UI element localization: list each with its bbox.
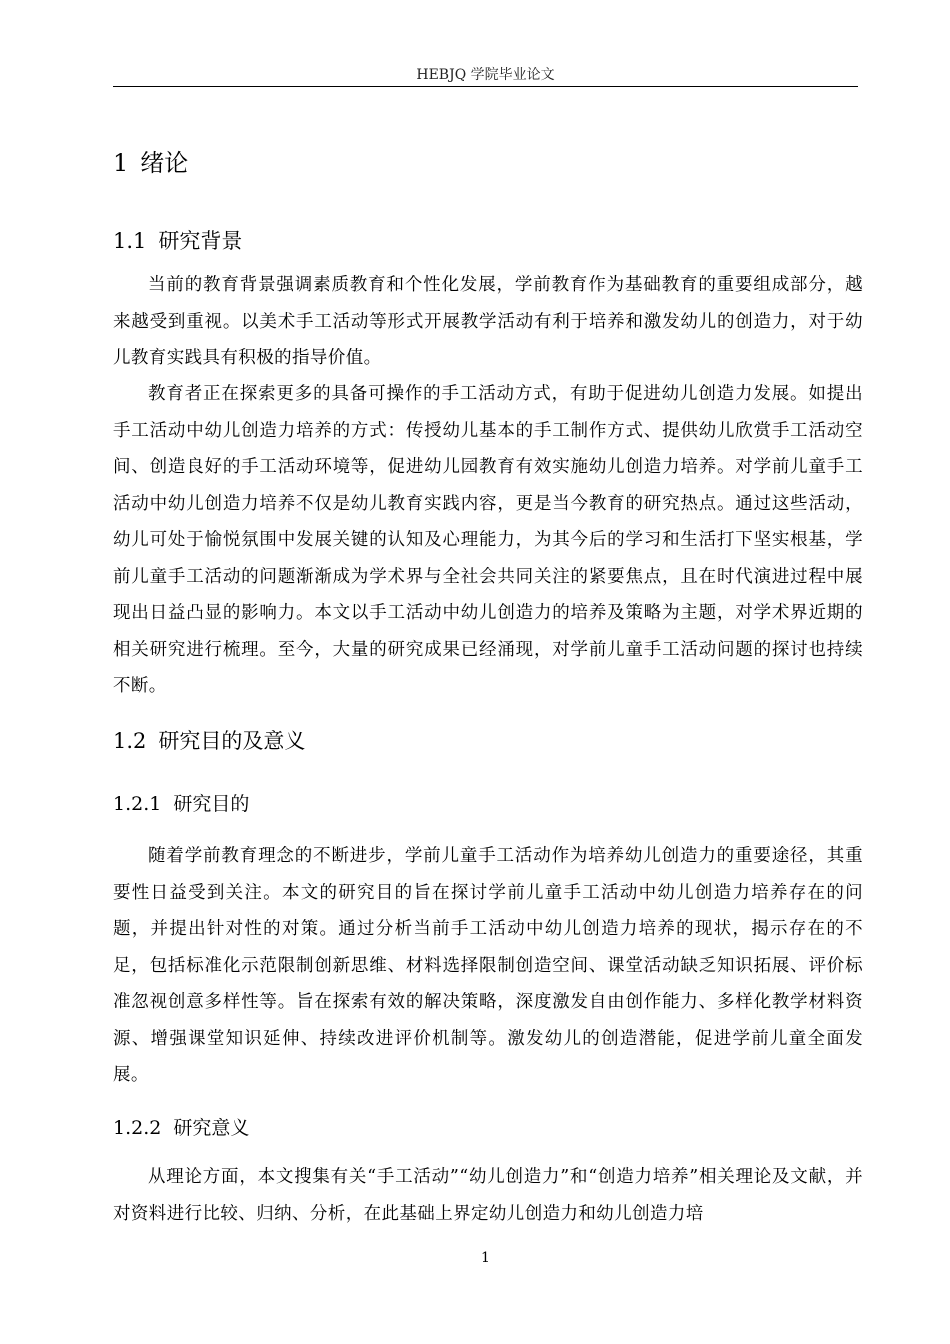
page-number: 1 <box>481 1250 490 1266</box>
chapter-number: 1 <box>113 149 129 177</box>
section-heading-1-1 <box>113 226 242 256</box>
section-title: 研究目的及意义 <box>158 729 306 753</box>
subsection-number: 1.2.2 <box>113 1117 162 1139</box>
chapter-title: 绪论 <box>140 149 189 177</box>
subsection-heading-1-2-1 <box>113 790 249 818</box>
section-number: 1.1 <box>113 229 147 253</box>
chapter-heading <box>113 146 188 180</box>
section-heading-1-2 <box>113 726 305 756</box>
subsection-title: 研究目的 <box>173 793 250 815</box>
running-header: HEBJQ 学院毕业论文 <box>416 67 555 83</box>
header-divider <box>113 86 858 87</box>
paragraph-significance: 从理论方面，本文搜集有关“手工活动”“幼儿创造力”和“创造力培养”相关理论及文献，并对资料进行比较、归纳、分析，在此基础上界定幼儿创造力和幼儿创造力培 <box>113 1167 863 1224</box>
subsection-title: 研究意义 <box>173 1117 250 1139</box>
paragraph-background-2: 教育者正在探索更多的具备可操作的手工活动方式，有助于促进幼儿创造力发展。如提出手工活动中幼儿创造力培养的方式：传授幼儿基本的手工制作方式、提供幼儿欣赏手工活动空间、创造良好的手工活动环境等，促进幼儿园教育有效实施幼儿创造力培养。对学前儿童手工活动中幼儿创造力培养不仅是幼儿教育实践内容，更是当今教育的研究热点。通过这些活动，幼儿可处于愉悦氛围中发展关键的认知及心理能力，为其今后的学习和生活打下坚实根基，学前儿童手工活动的问题渐渐成为学术界与全社会共同关注的紧要焦点，且在时代演进过程中展现出日益凸显的影响力。本文以手工活动中幼儿创造力的培养及策略为主题，对学术界近期的相关研究进行梳理。至今，大量的研究成果已经涌现，对学前儿童手工活动问题的探讨也持续不断。 <box>113 384 863 696</box>
paragraph-purpose: 随着学前教育理念的不断进步，学前儿童手工活动作为培养幼儿创造力的重要途径，其重要性日益受到关注。本文的研究目的旨在探讨学前儿童手工活动中幼儿创造力培养存在的问题，并提出针对性的对策。通过分析当前手工活动中幼儿创造力培养的现状，揭示存在的不足，包括标准化示范限制创新思维、材料选择限制创造空间、课堂活动缺乏知识拓展、评价标准忽视创意多样性等。旨在探索有效的解决策略，深度激发自由创作能力、多样化教学材料资源、增强课堂知识延伸、持续改进评价机制等。激发幼儿的创造潜能，促进学前儿童全面发展。 <box>113 846 863 1085</box>
section-title: 研究背景 <box>158 229 243 253</box>
subsection-heading-1-2-2 <box>113 1114 249 1142</box>
paragraph-background-1: 当前的教育背景强调素质教育和个性化发展，学前教育作为基础教育的重要组成部分，越来越受到重视。以美术手工活动等形式开展教学活动有利于培养和激发幼儿的创造力，对于幼儿教育实践具有积极的指导价值。 <box>113 275 863 368</box>
subsection-number: 1.2.1 <box>113 793 162 815</box>
section-number: 1.2 <box>113 729 147 753</box>
